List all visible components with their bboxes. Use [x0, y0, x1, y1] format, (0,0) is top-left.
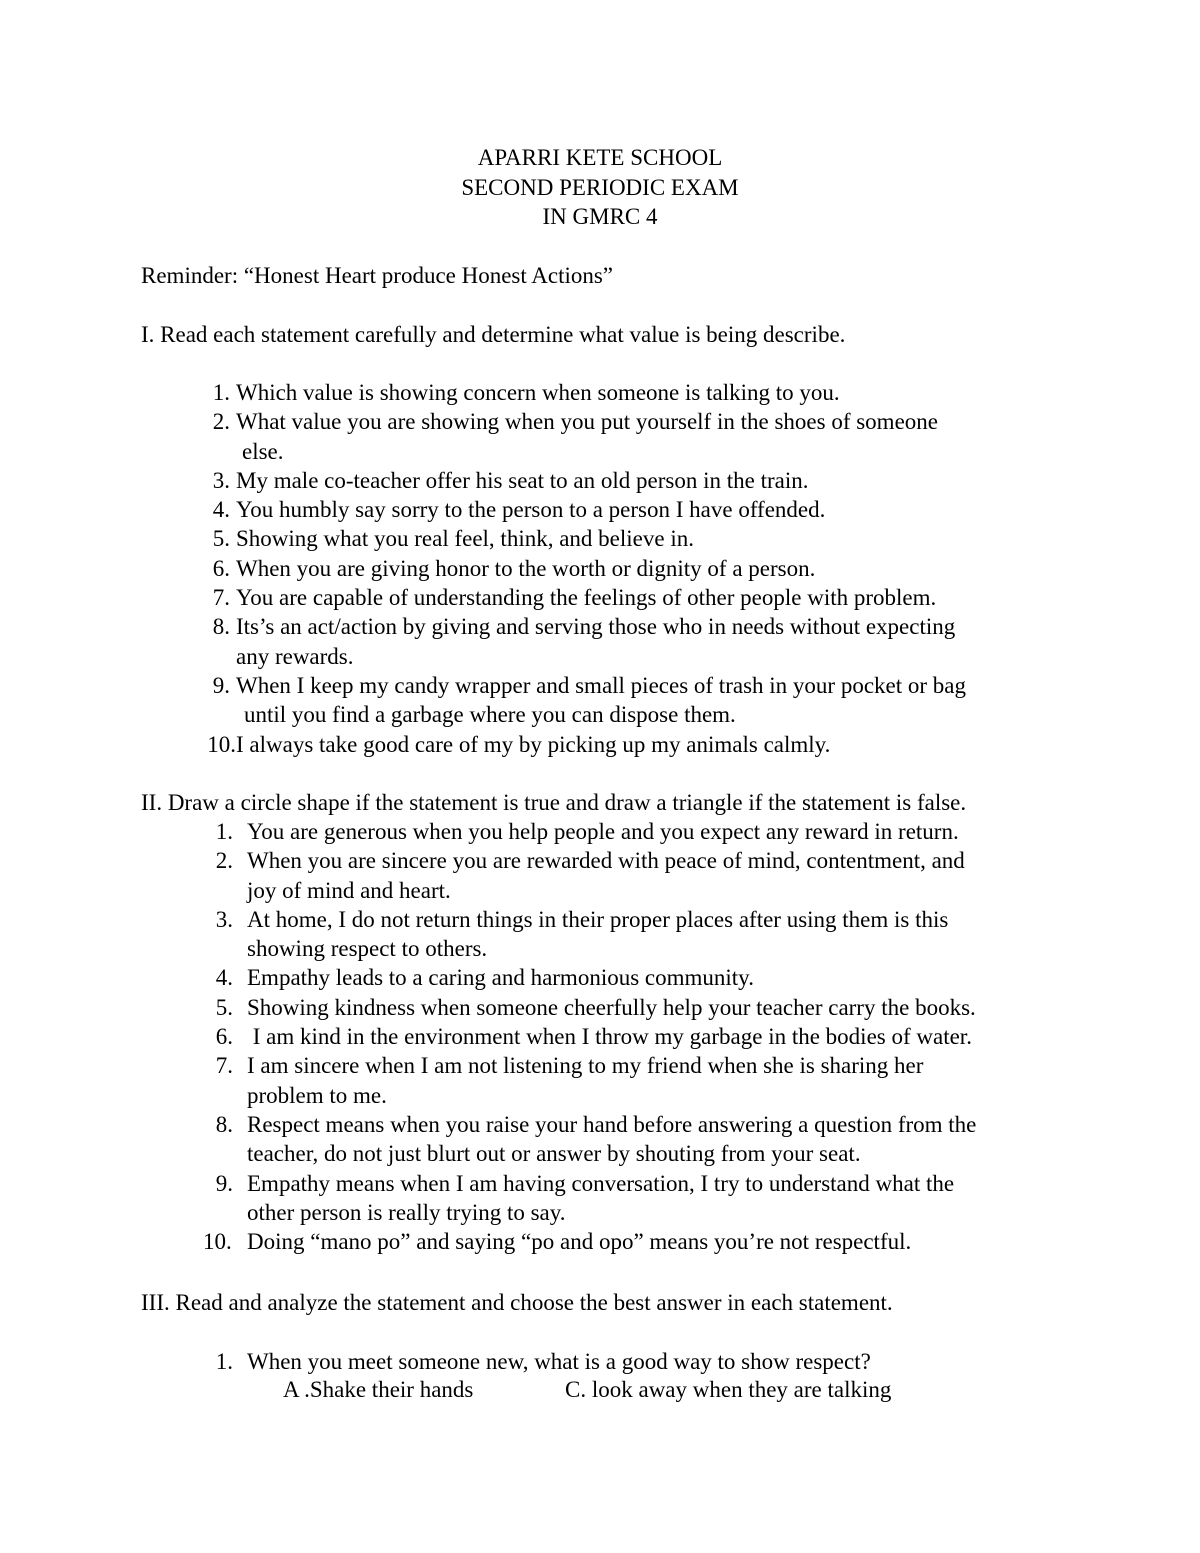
section3-questions — [215, 1347, 1077, 1376]
question-text-continued: other person is really trying to say. — [247, 1199, 566, 1225]
question-item — [215, 993, 1077, 1022]
question-item — [212, 554, 1066, 583]
question-item — [212, 583, 1066, 612]
question-text-continued: until you find a garbage where you can dispose them. — [244, 702, 736, 728]
question-text: Which value is showing concern when someone is talking to you. — [236, 380, 840, 405]
question-text: You are capable of understanding the feelings of other people with problem. — [236, 585, 937, 611]
section3-heading: III. Read and analyze the statement and choose the best answer in each statement. — [141, 1290, 893, 1315]
question-text: I am sincere when I am not listening to my friend when she is sharing her — [247, 1053, 924, 1079]
question-number: 6. — [215, 1024, 233, 1050]
section2-heading: II. Draw a circle shape if the statement is true and draw a triangle if the statement is false. — [141, 790, 967, 815]
question-number: 1. — [212, 380, 230, 405]
question-text: You are generous when you help people and you expect any reward in return. — [247, 819, 959, 844]
question-number: 2. — [212, 409, 230, 435]
question-text: My male co-teacher offer his seat to an old person in the train. — [236, 467, 809, 493]
question-number: 9. — [212, 672, 230, 698]
question-number: 9. — [215, 1170, 233, 1196]
question-text: Respect means when you raise your hand before answering a question from the — [247, 1111, 977, 1137]
question-number: 10. — [203, 1229, 232, 1255]
question-number: 6. — [212, 555, 230, 581]
question-number: 7. — [212, 585, 230, 611]
question-text: Empathy means when I am having conversation, I try to understand what the — [247, 1170, 955, 1196]
choice-c: C. look away when they are talking — [565, 1377, 892, 1402]
exam-title: SECOND PERIODIC EXAM — [461, 174, 739, 200]
question-number: 2. — [215, 848, 233, 874]
question-text-continued: problem to me. — [247, 1082, 387, 1108]
question-number: 8. — [212, 614, 230, 640]
reminder-text: Reminder: “Honest Heart produce Honest Actions” — [141, 263, 614, 288]
question-item — [215, 1051, 1077, 1110]
question-item — [212, 466, 1066, 495]
school-name: APARRI KETE SCHOOL — [477, 145, 723, 170]
question-item — [212, 524, 1066, 553]
question-text-continued: joy of mind and heart. — [247, 877, 451, 903]
question-text: At home, I do not return things in their proper places after using them is this — [247, 906, 949, 932]
question-number: 7. — [215, 1053, 233, 1079]
section1-heading: I. Read each statement carefully and determine what value is being describe. — [141, 322, 846, 347]
question-item — [215, 817, 1077, 846]
question-item — [215, 963, 1077, 992]
question-item — [212, 378, 1066, 407]
question-number: 4. — [212, 497, 230, 523]
question-item — [212, 671, 1066, 730]
question-text: When I keep my candy wrapper and small pieces of trash in your pocket or bag — [236, 672, 966, 698]
question-text: Showing kindness when someone cheerfully help your teacher carry the books. — [247, 994, 976, 1020]
question-number: 4. — [215, 965, 233, 991]
section2-questions — [203, 817, 1077, 1256]
question-item — [215, 846, 1077, 905]
question-item — [215, 1110, 1077, 1169]
question-text: Empathy leads to a caring and harmonious community. — [247, 965, 754, 991]
choice-a: A .Shake their hands — [283, 1377, 474, 1402]
question-text: I always take good care of my by picking up my animals calmly. — [236, 731, 831, 757]
question-text-continued: showing respect to others. — [247, 936, 488, 962]
question-text: When you are sincere you are rewarded with peace of mind, contentment, and — [247, 848, 965, 874]
question-number: 1. — [215, 1349, 233, 1374]
question-text: Its’s an act/action by giving and serving those who in needs without expecting — [236, 614, 956, 640]
section1-questions — [207, 378, 1066, 759]
question-number: 1. — [215, 819, 233, 844]
question-item — [207, 730, 1066, 759]
question-item — [215, 1022, 1077, 1051]
question-number: 5. — [212, 526, 230, 552]
exam-header — [0, 143, 1200, 232]
question-number: 3. — [215, 906, 233, 932]
question3-1-choices — [283, 1375, 891, 1404]
question-item — [215, 1169, 1077, 1228]
question-item — [212, 407, 1066, 466]
question-text: Showing what you real feel, think, and believe in. — [236, 526, 694, 552]
question-item — [215, 905, 1077, 964]
question-text: When you are giving honor to the worth or dignity of a person. — [236, 555, 816, 581]
question-text-continued: any rewards. — [236, 643, 354, 669]
question-text: What value you are showing when you put yourself in the shoes of someone — [236, 409, 938, 435]
question-text: You humbly say sorry to the person to a person I have offended. — [236, 497, 826, 523]
question-text: Doing “mano po” and saying “po and opo” means you’re not respectful. — [247, 1229, 912, 1255]
question-item — [203, 1227, 1077, 1256]
question-item — [215, 1347, 1077, 1376]
question-number: 10. — [207, 731, 236, 757]
question-text: When you meet someone new, what is a good way to show respect? — [247, 1349, 871, 1374]
question-item — [212, 495, 1066, 524]
question-text-continued: else. — [242, 438, 284, 464]
question-text: I am kind in the environment when I throw my garbage in the bodies of water. — [247, 1024, 972, 1050]
exam-subject: IN GMRC 4 — [542, 204, 658, 229]
question-number: 3. — [212, 467, 230, 493]
question-item — [212, 612, 1066, 671]
question-number: 5. — [215, 994, 233, 1020]
question-number: 8. — [215, 1111, 233, 1137]
question-text-continued: teacher, do not just blurt out or answer by shouting from your seat. — [247, 1141, 861, 1167]
